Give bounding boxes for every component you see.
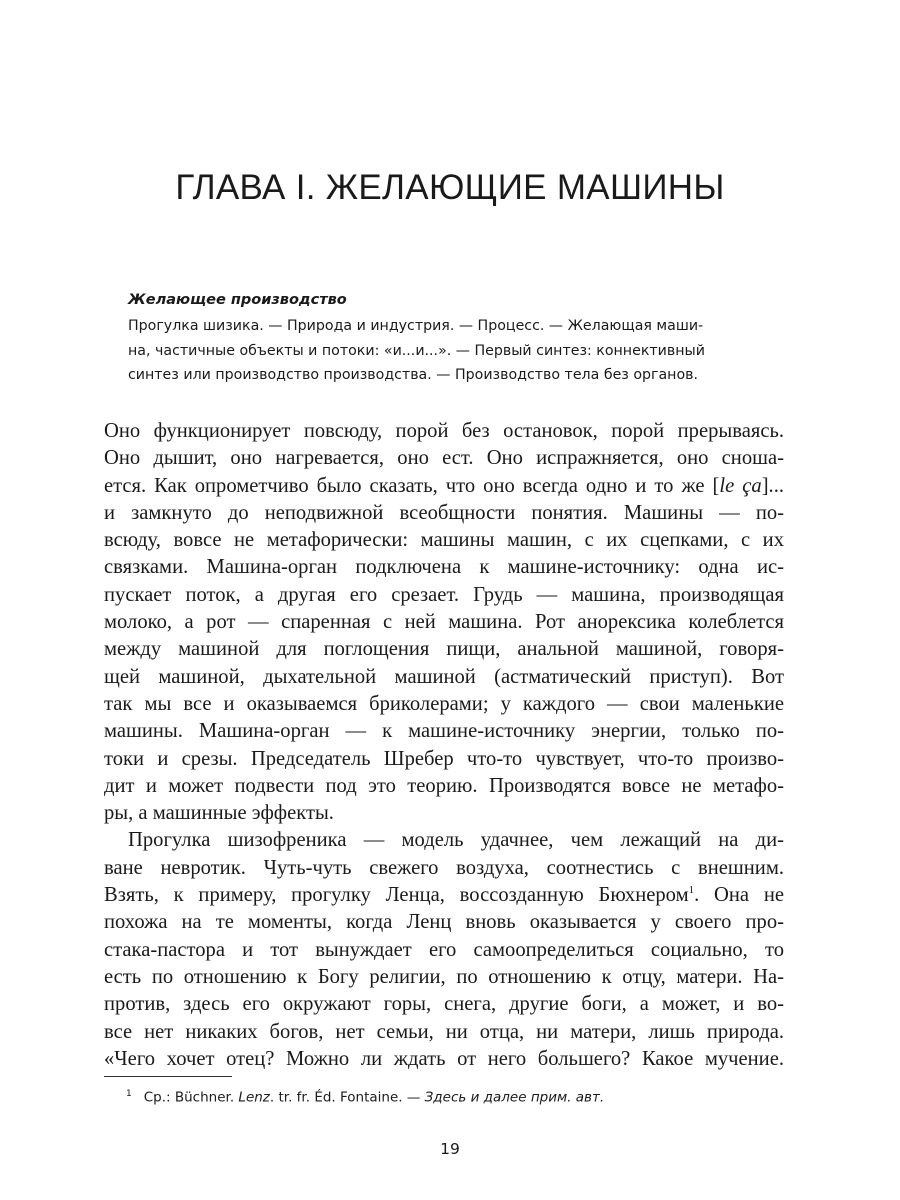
section-summary (128, 314, 768, 388)
text-line: так мы все и оказываемся бриколерами; у каждого — свои маленькие (104, 692, 784, 715)
text-line: ване невротик. Чуть-чуть свежего воздуха, соотнестись с внешним. (104, 856, 784, 879)
text-line: все нет никаких богов, нет семьи, ни отца, ни матери, лишь природа. (104, 1020, 784, 1043)
text-line: Оно функционирует повсюду, порой без остановок, порой прерываясь. (104, 420, 784, 442)
text-line: молоко, а рот — спаренная с ней машина. Рот анорексика колеблется (104, 611, 784, 634)
text-line: и замкнуто до неподвижной всеобщности понятия. Машины — по- (104, 501, 784, 524)
footnote-divider (104, 1076, 232, 1077)
chapter-title: ГЛАВА I. ЖЕЛАЮЩИЕ МАШИНЫ (175, 168, 725, 207)
text-line: стака-пастора и тот вынуждает его самоопределиться социально, то (104, 938, 784, 961)
text-line: Оно дышит, оно нагревается, оно ест. Оно испражняется, оно сноша- (104, 447, 784, 470)
text-line: ры, а машинные эффекты. (104, 802, 334, 825)
text-line: связками. Машина-орган подключена к машине-источнику: одна ис- (104, 556, 784, 579)
italic-term: le ça (719, 474, 762, 497)
text-line: Прогулка шизофреника — модель удачнее, чем лежащий на ди- (128, 829, 784, 852)
text-line: против, здесь его окружают горы, снега, другие боги, а может, и во- (104, 993, 784, 1016)
text-line: между машиной для поглощения пищи, анальной машиной, говоря- (104, 638, 784, 661)
footnote: $^1$ Ср.: Büchner. Lenz. tr. fr. Éd. Fontaine. — Здесь и далее прим. авт. (126, 1089, 605, 1106)
footnote-title: Lenz (238, 1089, 270, 1106)
body-text (104, 418, 784, 1073)
page-number: 19 (440, 1140, 460, 1158)
footnote-note: Здесь и далее прим. авт. (424, 1089, 605, 1106)
text-line: «Чего хочет отец? Можно ли ждать от него большего? Какое мучение. (104, 1047, 784, 1070)
text-line: токи и срезы. Председатель Шребер что-то чувствует, что-то произво- (104, 747, 784, 770)
text-line: машины. Машина-орган — к машине-источнику энергии, только по- (104, 720, 784, 743)
text-line: Взять, к примеру, прогулку Ленца, воссозданную Бюхнером$^1$. Она не (104, 884, 784, 907)
text-line: есть по отношению к Богу религии, по отношению к отцу, матери. На- (104, 965, 784, 988)
footnote-reference[interactable]: 1 (688, 884, 695, 897)
text-line: всюду, вовсе не метафорически: машины машин, с их сцепками, с их (104, 529, 784, 552)
summary-line: синтез или производство производства. — Производство тела без органов. (128, 367, 699, 383)
text-line: щей машиной, дыхательной машиной (астматический приступ). Вот (104, 665, 784, 688)
summary-line: на, частичные объекты и потоки: «и...и...». — Первый синтез: коннективный (128, 342, 705, 359)
section-heading: Желающее производство (128, 292, 347, 308)
paragraph-2 (104, 827, 784, 1073)
summary-line: Прогулка шизика. — Природа и индустрия. — Процесс. — Желающая маши- (128, 318, 704, 334)
text-line: пускает поток, а другая его срезает. Грудь — машина, производящая (104, 583, 784, 606)
text-line: дит и может подвести под это теорию. Производятся вовсе не метафо- (104, 774, 784, 797)
footnote-mark: 1 (126, 1089, 132, 1099)
text-line: ется. Как опрометчиво было сказать, что оно всегда одно и то же [le ça]... (104, 474, 785, 497)
paragraph-1 (104, 418, 784, 827)
section-intro (128, 288, 768, 388)
text-line: похожа на те моменты, когда Ленц вновь оказывается у своего про- (104, 911, 784, 934)
